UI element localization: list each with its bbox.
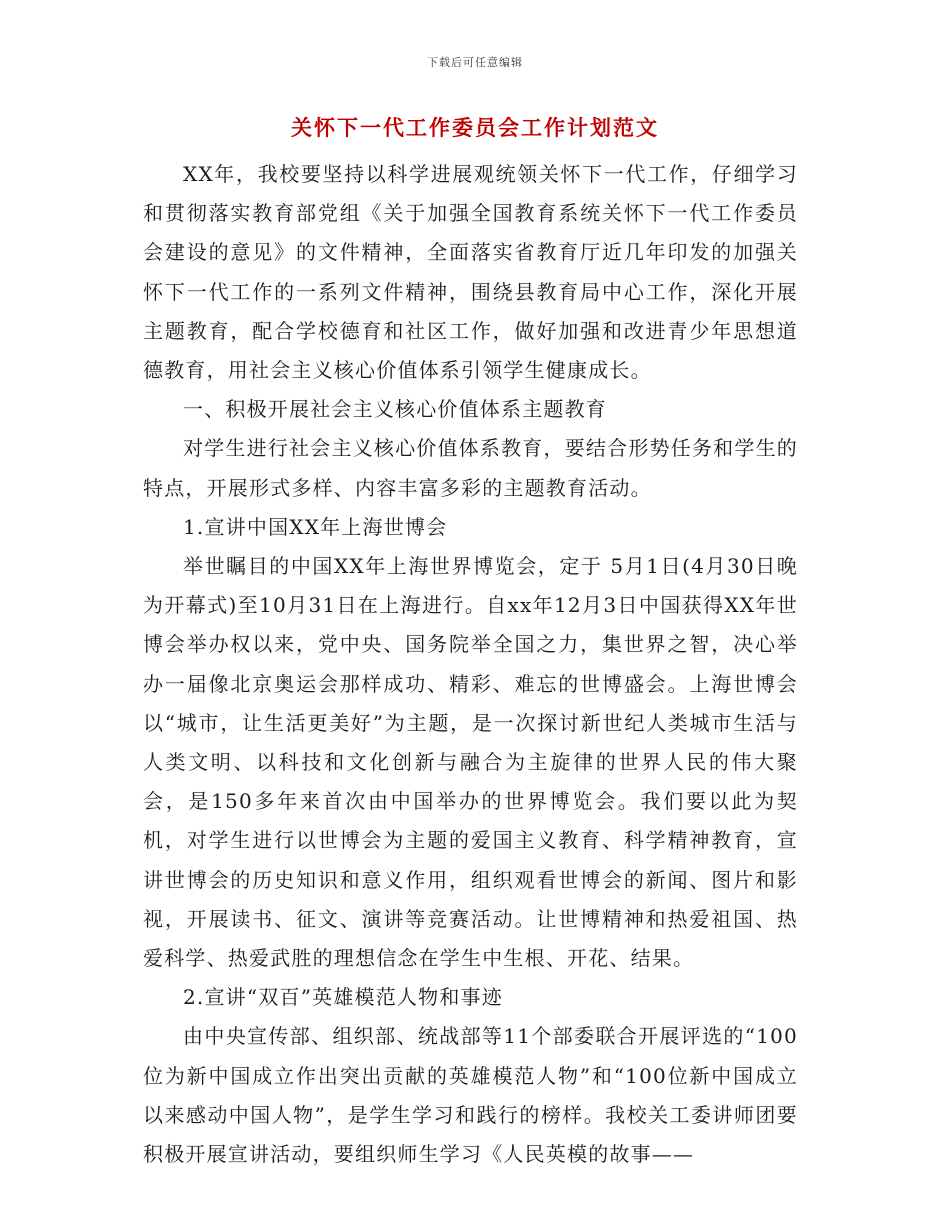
paragraph-expo: 举世瞩目的中国XX年上海世界博览会，定于 5月1日(4月30日晚为开幕式)至10月31日在上海进行。自xx年12月3日中国获得XX年世博会举办权以来，党中央、国务院举全国之力，集世界之智，决心举办一届像北京奥运会那样成功、精彩、难忘的世博盛会。上海世博会以“城市，让生活更美好”为主题，是一次探讨新世纪人类城市生活与人类文明、以科技和文化创新与融合为主旋律的世界人民的伟大聚会，是150多年来首次由中国举办的世界博览会。我们要以此为契机，对学生进行以世博会为主题的爱国主义教育、科学精神教育，宣讲世博会的历史知识和意义作用，组织观看世博会的新闻、图片和影视，开展读书、征文、演讲等竞赛活动。让世博精神和热爱祖国、热爱科学、热爱武胜的理想信念在学生中生根、开花、结果。 [143, 554, 798, 971]
section-heading-1: 一、积极开展社会主义核心价值体系主题教育 [183, 397, 607, 422]
document-title: 关怀下一代工作委员会工作计划范文 [291, 116, 659, 140]
header-note: 下载后可任意编辑 [427, 56, 523, 69]
paragraph-heroes: 由中央宣传部、组织部、统战部等11个部委联合开展评选的“100位为新中国成立作出突出贡献的英雄模范人物”和“100位新中国成立以来感动中国人物”，是学生学习和践行的榜样。我校关工委讲师团要积极开展宣讲活动，要组织师生学习《人民英模的故事—— [143, 1024, 798, 1167]
subheading-2: 2.宣讲“双百”英雄模范人物和事迹 [183, 985, 503, 1010]
subheading-1: 1.宣讲中国XX年上海世博会 [183, 514, 448, 539]
document-body [143, 155, 798, 1174]
paragraph-section-1: 对学生进行社会主义核心价值体系教育，要结合形势任务和学生的特点，开展形式多样、内容丰富多彩的主题教育活动。 [143, 436, 798, 500]
paragraph-intro: XX年，我校要坚持以科学进展观统领关怀下一代工作，仔细学习和贯彻落实教育部党组《关于加强全国教育系统关怀下一代工作委员会建设的意见》的文件精神，全面落实省教育厅近几年印发的加强关怀下一代工作的一系列文件精神，围绕县教育局中心工作，深化开展主题教育，配合学校德育和社区工作，做好加强和改进青少年思想道德教育，用社会主义核心价值体系引领学生健康成长。 [143, 162, 798, 383]
